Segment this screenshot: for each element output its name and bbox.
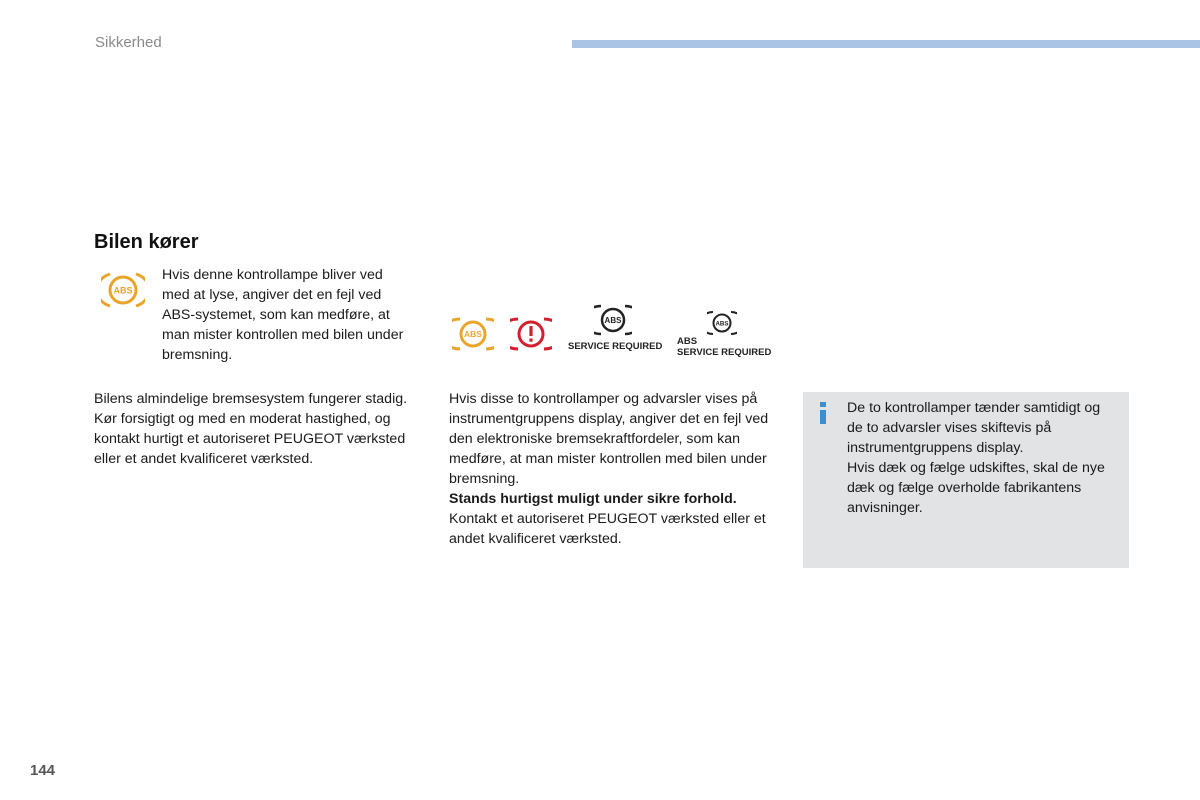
warning-icons-row: [450, 300, 780, 364]
column-2-bold: Stands hurtigst muligt under sikre forhold.: [449, 491, 737, 507]
column-1-text: [94, 389, 414, 469]
abs-small-icon-text: ABS: [715, 320, 729, 328]
info-para-2: Hvis dæk og fælge udskiftes, skal de nye dæk og fælge overholde fabrikantens anvisninger.: [847, 460, 1105, 516]
column-2-text: [449, 389, 779, 549]
abs-service-required-label: [677, 336, 771, 358]
section-title: Sikkerhed: [95, 34, 162, 51]
abs-service-line-2: SERVICE REQUIRED: [677, 347, 772, 358]
abs-service-line-1: ABS: [677, 336, 698, 347]
header-bar: [572, 40, 1200, 48]
column-2-para-1: Hvis disse to kontrollamper og advarsler vises på instrumentgruppens display, angiver det en fejl ved den elektroniske bremsekraftfordeler, som kan medføre, at man mister kontrollen med bilen under bremsning.: [449, 391, 769, 487]
column-1-para-2: Kør forsigtigt og med en moderat hastighed, og kontakt hurtigt et autoriseret PEUGEOT værksted eller et andet kvalificeret værksted.: [94, 411, 406, 467]
column-2-para-2: Kontakt et autoriseret PEUGEOT værksted eller et andet kvalificeret værksted.: [449, 511, 766, 547]
info-para-1: De to kontrollamper tænder samtidigt og de to advarsler vises skiftevis på instrumentgruppens display.: [847, 400, 1101, 456]
info-box: [803, 392, 1129, 568]
abs-black-icon: [594, 304, 632, 341]
page-heading: Bilen kører: [94, 231, 199, 253]
abs-amber-icon: [452, 316, 494, 357]
abs-warning-icon: [101, 270, 145, 310]
abs-black-icon-text: ABS: [604, 316, 622, 325]
abs-icon-text: ABS: [113, 285, 133, 296]
service-required-label: SERVICE REQUIRED: [568, 341, 663, 352]
abs-amber-icon-text: ABS: [464, 329, 482, 339]
page-number: 144: [30, 762, 56, 779]
info-text: [847, 398, 1117, 518]
brake-warning-icon: [510, 316, 552, 357]
info-icon: [818, 402, 828, 424]
abs-lamp-description: Hvis denne kontrollampe bliver ved med at lyse, angiver det en fejl ved ABS-systemet, som kan medføre, at man mister kontrollen med bilen under bremsning.: [162, 267, 404, 363]
column-1-para-1: Bilens almindelige bremsesystem fungerer stadig.: [94, 391, 408, 407]
